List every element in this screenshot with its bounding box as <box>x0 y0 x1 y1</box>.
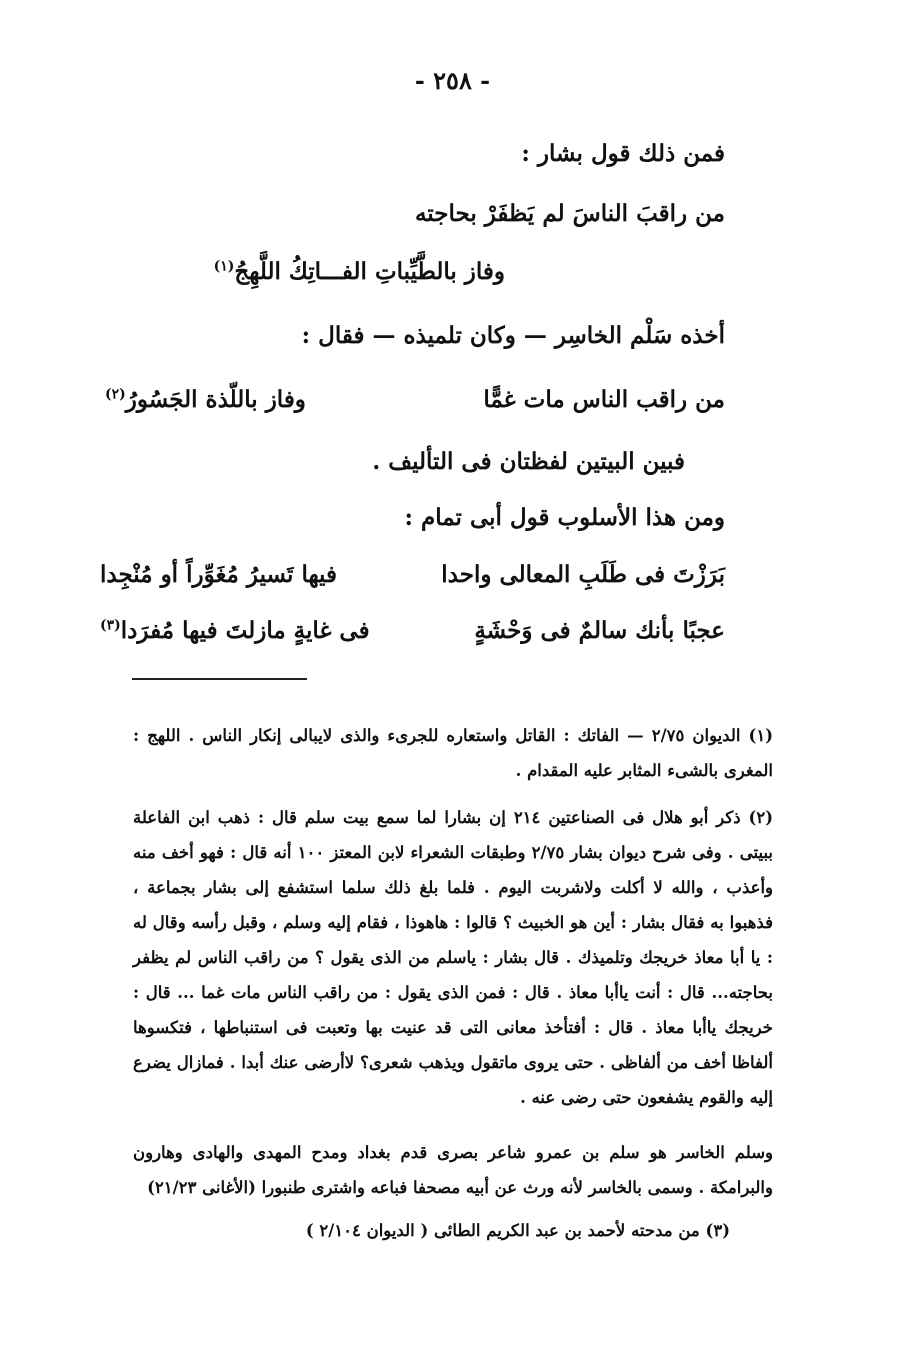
verse-4-hemistich-b: فى غايةٍ مازلتَ فيها مُفرَدا <box>120 617 370 644</box>
verse-2-hemistich-a: من راقب الناس مات غمًّا <box>483 386 725 413</box>
verse-4-hemistich-a: عجبًا بأنك سالمٌ فى وَحْشَةٍ <box>474 617 725 644</box>
intro-line-1: فمن ذلك قول بشار : <box>521 140 725 167</box>
footnote-1: (١) الديوان ٢/٧٥ — الفاتك : القاتل واستعاره للجرىء والذى لايبالى إنكار الناس . اللهج : المغرى بالشىء المثابر عليه المقدام . <box>133 726 773 780</box>
verse-4-hemistich-b-wrap <box>100 617 370 644</box>
verse-3-hemistich-b: فيها تَسيرُ مُغَوِّراً أو مُنْجِدا <box>100 561 337 588</box>
page-number: - ٢٥٨ - <box>414 66 491 95</box>
footnote-3: (٣) من مدحته لأحمد بن عبد الكريم الطائى ( الديوان ٢/١٠٤ ) <box>305 1221 730 1240</box>
verse-1-hemistich-a: من راقبَ الناسَ لم يَظفَرْ بحاجته <box>414 200 725 227</box>
intro-line-3: ومن هذا الأسلوب قول أبى تمام : <box>404 504 725 531</box>
footnote-ref-1: (١) <box>213 258 235 275</box>
comment-line: فبين البيتين لفظتان فى التأليف . <box>372 448 685 475</box>
footnote-divider <box>132 678 307 680</box>
verse-2-hemistich-b-wrap <box>105 386 306 413</box>
footnote-2: (٢) ذكر أبو هلال فى الصناعتين ٢١٤ إن بشارا لما سمع بيت سلم قال : ذهب ابن الفاعلة ببيتى . وفى شرح ديوان بشار ٢/٧٥ وطبقات الشعراء لابن المعتز ١٠٠ أنه قال : فهو أخف منه وأعذب ، والله لا أكلت ولاشربت اليوم . فلما بلغ ذلك سلما استشفع إلى بشار بجماعة ، فذهبوا به فقال بشار : أين هو الخبيث ؟ قالوا : هاهوذا ، فقام إليه وسلم ، وقبل رأسه وقال له : يا أبا معاذ خريجك وتلميذك . قال بشار : ياسلم من الذى يقول ؟ من راقب الناس لم يظفر بحاجته... قال : أنت ياأبا معاذ . قال : فمن الذى يقول : من راقب الناس مات غما ... قال : خريجك ياأبا معاذ . قال : أفتأخذ معانى التى قد عنيت بها وتعبت فى استنباطها ، فتكسوها ألفاظا أخف من ألفاظى . حتى يروى ماتقول ويذهب شعرى؟ لاأرضى عنك أبدا . فمازال يضرع إليه والقوم يشفعون حتى رضى عنه . <box>133 808 774 1107</box>
verse-3-hemistich-a: بَرَزْتَ فى طَلَبِ المعالى واحدا <box>441 561 725 588</box>
verse-1-hemistich-b-text: وفاز بالطَّيِّباتِ الفـــاتِكُ اللَّهِجُ <box>234 258 505 285</box>
verse-2-hemistich-b: وفاز باللّذة الجَسُورُ <box>125 386 306 413</box>
footnote-2-continued: وسلم الخاسر هو سلم بن عمرو شاعر بصرى قدم بغداد ومدح المهدى والهادى وهارون والبرامكة . وسمى بالخاسر لأنه ورث عن أبيه مصحفا فباعه واشترى طنبورا (الأغانى ٢١/٢٣) <box>133 1143 773 1197</box>
intro-line-2: أخذه سَلْم الخاسِر — وكان تلميذه — فقال : <box>301 322 725 349</box>
verse-1-hemistich-b <box>214 258 505 285</box>
footnote-ref-2: (٢) <box>105 386 126 403</box>
footnote-ref-3: (٣) <box>100 617 121 634</box>
